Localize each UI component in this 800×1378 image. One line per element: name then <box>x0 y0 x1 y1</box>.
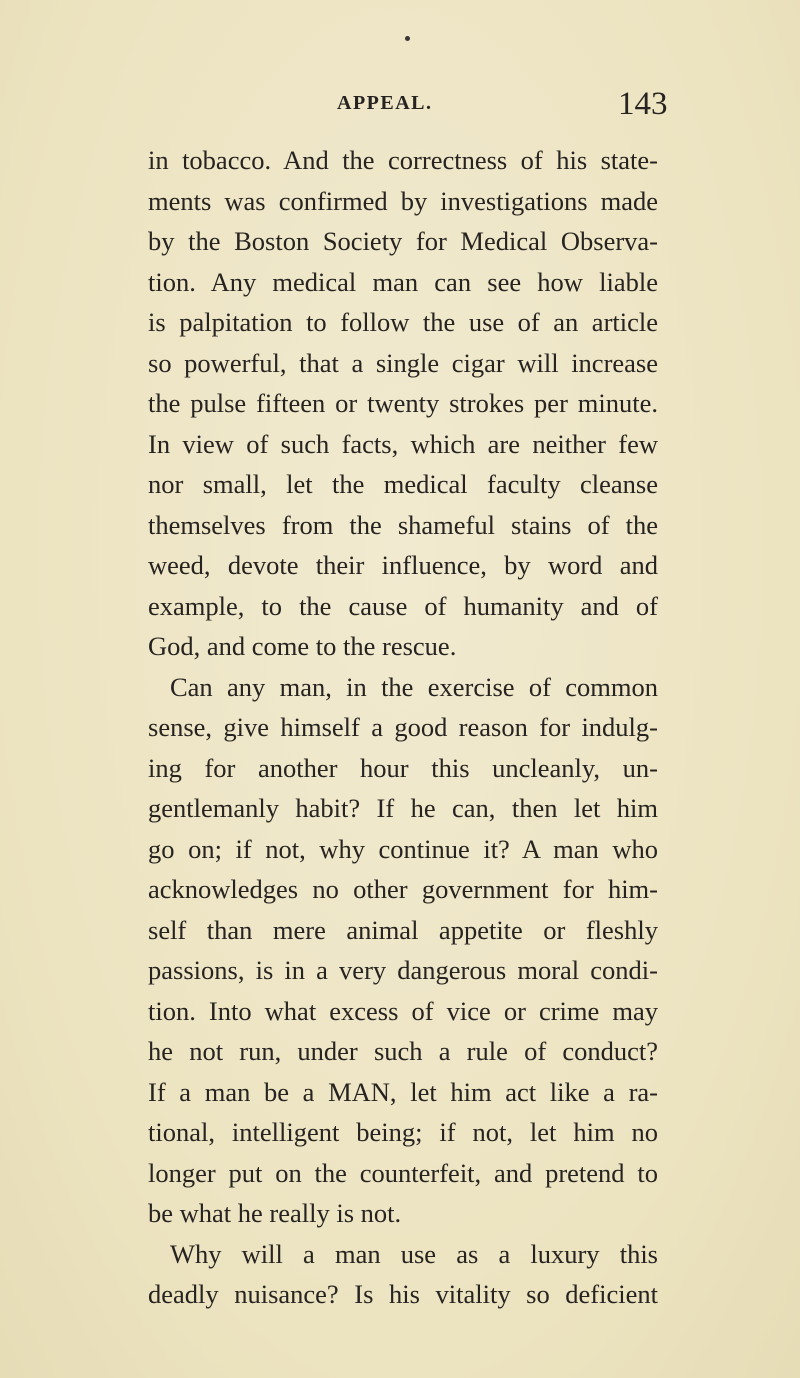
text-line: nor small, let the medical faculty cleanse <box>148 469 658 499</box>
paragraph-start-line: Can any man, in the exercise of common <box>170 671 658 702</box>
text-line: he not run, under such a rule of conduct? <box>148 1036 658 1066</box>
text-line: ing for another hour this uncleanly, un- <box>148 752 658 783</box>
text-line: example, to the cause of humanity and of <box>148 590 658 621</box>
text-line: the pulse fifteen or twenty strokes per minute. <box>148 388 658 418</box>
page-number: 143 <box>618 86 668 122</box>
text-line: In view of such facts, which are neither few <box>148 428 658 459</box>
running-head: APPEAL. <box>337 92 433 114</box>
text-line: gentlemanly habit? If he can, then let him <box>148 793 658 823</box>
text-line: tion. Into what excess of vice or crime may <box>148 995 658 1026</box>
page-header <box>0 82 800 122</box>
text-line: sense, give himself a good reason for indulg- <box>148 712 658 742</box>
text-line: deadly nuisance? Is his vitality so deficient <box>148 1279 658 1309</box>
paragraph-start-line: Why will a man use as a luxury this <box>170 1238 658 1269</box>
text-line: longer put on the counterfeit, and pretend to <box>148 1157 658 1188</box>
text-line: themselves from the shameful stains of the <box>148 509 658 540</box>
text-line: in tobacco. And the correctness of his state- <box>148 145 658 175</box>
ink-speck <box>405 36 410 41</box>
text-line: by the Boston Society for Medical Observa- <box>148 226 658 256</box>
text-line: passions, is in a very dangerous moral condi- <box>148 955 658 985</box>
text-line: tional, intelligent being; if not, let him no <box>148 1117 658 1147</box>
text-line: tion. Any medical man can see how liable <box>148 266 658 297</box>
text-line: ments was confirmed by investigations made <box>148 185 658 216</box>
text-line: If a man be a MAN, let him act like a ra- <box>148 1076 658 1107</box>
body-text <box>148 140 658 1315</box>
text-line: go on; if not, why continue it? A man who <box>148 833 658 864</box>
paragraph-end-line: be what he really is not. <box>148 1198 402 1228</box>
paragraph-end-line: God, and come to the rescue. <box>148 631 457 661</box>
text-line: acknowledges no other government for him- <box>148 874 658 904</box>
text-line: is palpitation to follow the use of an article <box>148 307 658 337</box>
text-line: weed, devote their influence, by word and <box>148 550 658 580</box>
text-line: so powerful, that a single cigar will increase <box>148 347 658 378</box>
text-line: self than mere animal appetite or fleshly <box>148 914 658 945</box>
